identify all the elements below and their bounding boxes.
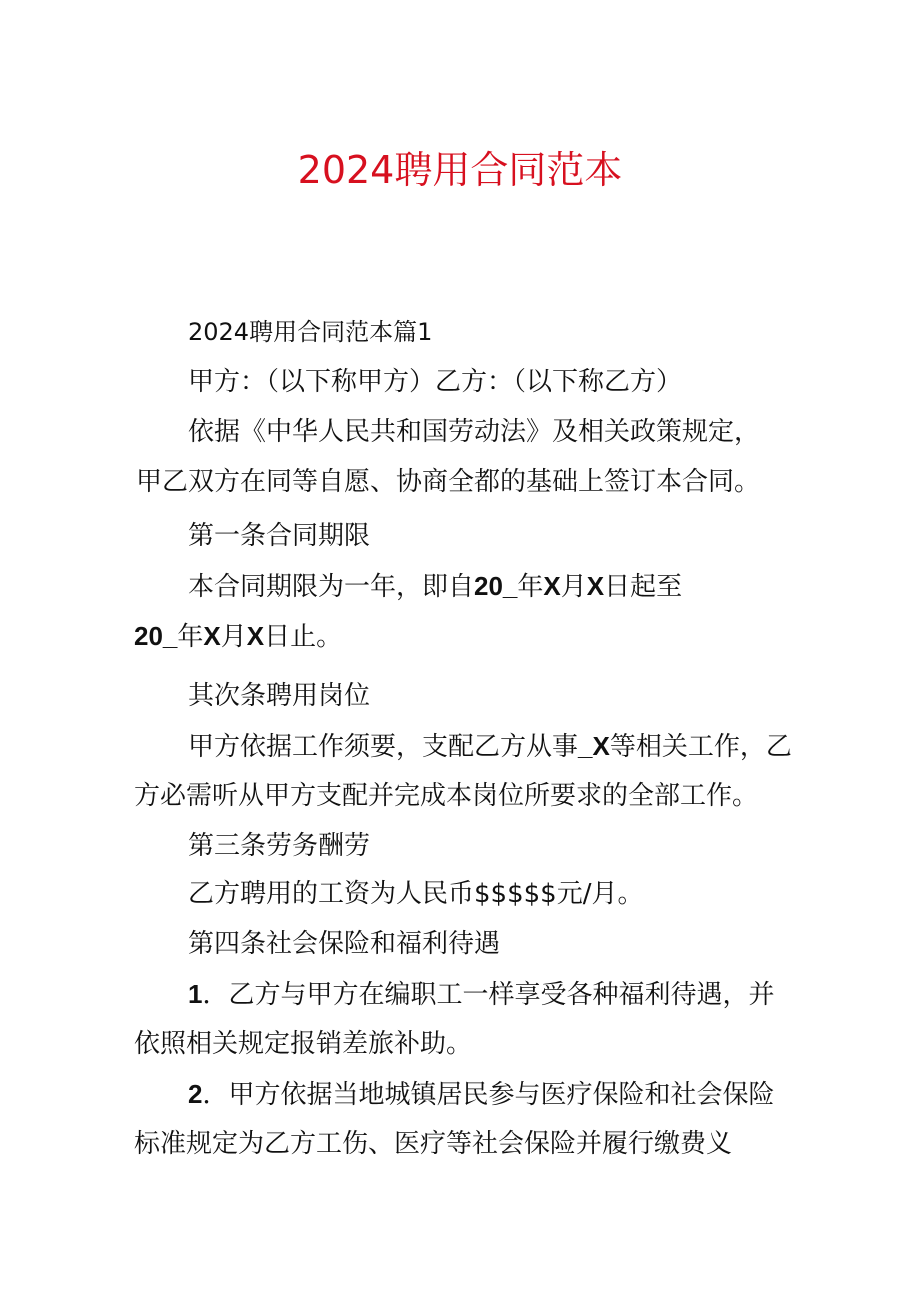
article-1-text-a: 本合同期限为一年，即自 [188, 572, 475, 602]
article-1-x-4: X [246, 621, 265, 651]
section-heading: 2024聘用合同范本篇1 [188, 318, 433, 346]
article-1-text-b: 日起至 [604, 572, 683, 602]
article-4-item-1-line-1 [188, 974, 774, 1015]
basis-line-2: 甲乙双方在同等自愿、协商全都的基础上签订本合同。 [136, 467, 761, 497]
article-1-month-char-1: 月 [560, 572, 587, 602]
article-2-line-1 [188, 726, 792, 767]
article-4-item-2-line-1 [188, 1074, 774, 1115]
article-1-month-char-2: 月 [220, 622, 247, 652]
article-1-year-char-1: 年 [517, 572, 544, 602]
article-3-title: 第三条劳务酬劳 [188, 831, 371, 861]
article-3-amount: $$$$$元/月 [474, 879, 618, 909]
item-1-number: 1 [188, 979, 203, 1009]
article-2-text-b: 等相关工作，乙 [609, 732, 792, 762]
article-3-text-a: 乙方聘用的工资为人民币 [188, 879, 475, 909]
article-1-text-c: 日止。 [264, 622, 343, 652]
article-2-x: _X [578, 731, 610, 761]
article-3-line-1 [188, 874, 644, 914]
page-title: 2024聘用合同范本 [297, 148, 623, 192]
article-2-line-2: 方必需听从甲方支配并完成本岗位所要求的全部工作。 [134, 781, 759, 811]
article-4-item-2-line-2: 标准规定为乙方工伤、医疗等社会保险并履行缴费义 [134, 1129, 733, 1159]
article-3-text-b: 。 [617, 879, 644, 909]
article-1-x-2: X [586, 571, 605, 601]
item-1-text-a: ．乙方与甲方在编职工一样享受各种福利待遇，并 [202, 980, 775, 1010]
article-1-line-1 [188, 566, 682, 607]
article-4-title: 第四条社会保险和福利待遇 [188, 929, 501, 959]
article-2-title: 其次条聘用岗位 [188, 681, 371, 711]
article-1-line-2 [134, 616, 342, 657]
article-1-year-2: 20_ [134, 621, 178, 651]
article-1-x-3: X [203, 621, 221, 651]
basis-line-1: 依据《中华人民共和国劳动法》及相关政策规定， [188, 417, 761, 447]
item-2-text-a: ．甲方依据当地城镇居民参与医疗保险和社会保险 [202, 1080, 775, 1110]
item-2-number: 2 [188, 1079, 203, 1109]
parties-line: 甲方：（以下称甲方）乙方：（以下称乙方） [188, 367, 683, 397]
article-2-text-a: 甲方依据工作须要，支配乙方从事 [188, 732, 579, 762]
article-1-year-char-2: 年 [177, 622, 204, 652]
article-1-title: 第一条合同期限 [188, 521, 371, 551]
article-1-x-1: X [543, 571, 561, 601]
article-4-item-1-line-2: 依照相关规定报销差旅补助。 [134, 1029, 473, 1059]
article-1-year-1: 20_ [474, 571, 518, 601]
